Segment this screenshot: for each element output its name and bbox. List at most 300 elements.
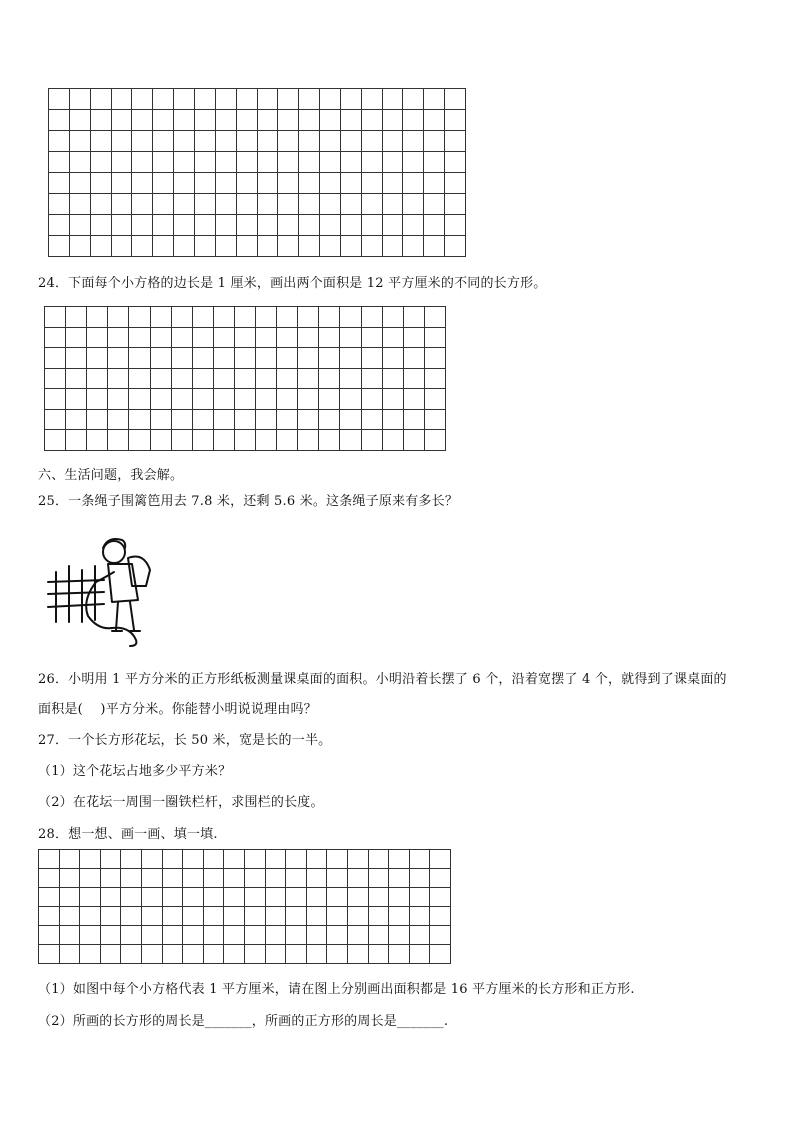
grid-cell [340, 430, 361, 451]
grid-cell [404, 307, 425, 328]
grid-cell [195, 110, 216, 131]
grid-cell [151, 389, 172, 410]
grid-cell [286, 945, 307, 964]
grid-cell [341, 110, 362, 131]
grid-cell [327, 926, 348, 945]
grid-cell [216, 110, 237, 131]
grid-cell [112, 131, 133, 152]
grid-cell [129, 430, 150, 451]
question-28-part-2: （2）所画的长方形的周长是_______，所画的正方形的周长是_______. [38, 1014, 449, 1029]
grid-cell [299, 152, 320, 173]
grid-cell [327, 907, 348, 926]
grid-cell [214, 410, 235, 431]
grid-cell [174, 194, 195, 215]
grid-cell [389, 850, 410, 869]
grid-cell [224, 945, 245, 964]
grid-cell [369, 945, 390, 964]
grid-cell [341, 131, 362, 152]
grid-cell [216, 152, 237, 173]
grid-cell [348, 869, 369, 888]
grid-cell [172, 369, 193, 390]
grid-cell [235, 369, 256, 390]
grid-cell [183, 907, 204, 926]
grid-cell [340, 389, 361, 410]
grid-cell [362, 348, 383, 369]
grid-cell [151, 348, 172, 369]
grid-cell [39, 926, 60, 945]
grid-cell [403, 110, 424, 131]
grid-cell [277, 369, 298, 390]
grid-cell [183, 869, 204, 888]
grid-cell [204, 926, 225, 945]
grid-cell [121, 907, 142, 926]
grid-cell [348, 850, 369, 869]
grid-cell [49, 131, 70, 152]
grid-cell [278, 131, 299, 152]
grid-cell [369, 926, 390, 945]
grid-cell [298, 348, 319, 369]
grid-cell [153, 194, 174, 215]
grid-cell [299, 110, 320, 131]
grid-cell [235, 410, 256, 431]
grid-cell [66, 348, 87, 369]
grid-cell [214, 307, 235, 328]
grid-cell [235, 430, 256, 451]
grid-cell [341, 236, 362, 257]
grid-cell [389, 945, 410, 964]
grid-cell [45, 369, 66, 390]
grid-cell [403, 194, 424, 215]
grid-cell [389, 926, 410, 945]
grid-cell [389, 888, 410, 907]
grid-cell [278, 89, 299, 110]
grid-cell [340, 328, 361, 349]
grid-cell [348, 907, 369, 926]
grid-cell [348, 945, 369, 964]
section-six-heading: 六、生活问题，我会解。 [38, 468, 184, 483]
grid-cell [224, 869, 245, 888]
grid-question-28 [38, 849, 451, 964]
grid-cell [383, 131, 404, 152]
grid-cell [340, 348, 361, 369]
grid-cell [235, 389, 256, 410]
grid-cell [108, 348, 129, 369]
grid-cell [216, 194, 237, 215]
grid-cell [258, 194, 279, 215]
grid-cell [45, 430, 66, 451]
grid-cell [445, 215, 466, 236]
grid-cell [266, 926, 287, 945]
grid-cell [256, 328, 277, 349]
grid-cell [369, 888, 390, 907]
grid-cell [193, 307, 214, 328]
grid-cell [319, 348, 340, 369]
grid-cell [245, 850, 266, 869]
grid-cell [172, 307, 193, 328]
grid-cell [172, 430, 193, 451]
grid-cell [383, 194, 404, 215]
grid-cell [424, 131, 445, 152]
grid-cell [193, 348, 214, 369]
grid-cell [278, 194, 299, 215]
grid-cell [60, 907, 81, 926]
grid-cell [195, 236, 216, 257]
grid-cell [383, 389, 404, 410]
grid-cell [39, 888, 60, 907]
grid-cell [299, 131, 320, 152]
grid-cell [425, 389, 446, 410]
grid-cell [80, 926, 101, 945]
grid-cell [340, 369, 361, 390]
grid-cell [214, 430, 235, 451]
grid-cell [121, 945, 142, 964]
grid-cell [45, 307, 66, 328]
grid-cell [153, 236, 174, 257]
grid-cell [320, 110, 341, 131]
grid-cell [258, 173, 279, 194]
grid-cell [142, 888, 163, 907]
grid-cell [307, 907, 328, 926]
grid-cell [286, 888, 307, 907]
grid-cell [49, 152, 70, 173]
grid-cell [91, 215, 112, 236]
grid-cell [362, 389, 383, 410]
grid-cell [299, 236, 320, 257]
grid-cell [183, 945, 204, 964]
grid-cell [403, 131, 424, 152]
grid-cell [193, 389, 214, 410]
grid-cell [49, 110, 70, 131]
grid-cell [383, 410, 404, 431]
grid-cell [362, 173, 383, 194]
grid-cell [70, 110, 91, 131]
grid-cell [424, 152, 445, 173]
grid-cell [362, 307, 383, 328]
grid-cell [66, 410, 87, 431]
grid-cell [172, 410, 193, 431]
grid-cell [404, 348, 425, 369]
grid-cell [87, 307, 108, 328]
grid-cell [112, 110, 133, 131]
grid-cell [129, 389, 150, 410]
grid-cell [204, 850, 225, 869]
grid-cell [193, 430, 214, 451]
grid-cell [258, 131, 279, 152]
grid-cell [307, 888, 328, 907]
grid-cell [403, 173, 424, 194]
grid-cell [256, 348, 277, 369]
grid-cell [80, 850, 101, 869]
grid-cell [121, 888, 142, 907]
grid-cell [153, 131, 174, 152]
grid-cell [108, 389, 129, 410]
grid-cell [341, 215, 362, 236]
grid-cell [424, 89, 445, 110]
grid-cell [430, 926, 451, 945]
grid-cell [39, 869, 60, 888]
grid-cell [49, 173, 70, 194]
grid-cell [410, 926, 431, 945]
grid-cell [445, 173, 466, 194]
grid-cell [319, 307, 340, 328]
grid-cell [214, 389, 235, 410]
grid-cell [424, 110, 445, 131]
grid-cell [87, 389, 108, 410]
grid-cell [369, 869, 390, 888]
grid-cell [45, 410, 66, 431]
grid-top [48, 88, 466, 257]
grid-cell [340, 307, 361, 328]
question-27-part-1: （1）这个花坛占地多少平方米？ [38, 764, 232, 779]
grid-cell [256, 369, 277, 390]
grid-cell [66, 389, 87, 410]
grid-cell [341, 89, 362, 110]
grid-cell [70, 89, 91, 110]
grid-cell [224, 888, 245, 907]
grid-cell [299, 194, 320, 215]
question-27: 27．一个长方形花坛，长 50 米，宽是长的一半。 [38, 733, 332, 748]
grid-cell [256, 307, 277, 328]
grid-cell [193, 410, 214, 431]
grid-cell [174, 215, 195, 236]
grid-cell [101, 945, 122, 964]
grid-cell [235, 348, 256, 369]
grid-cell [172, 389, 193, 410]
grid-cell [383, 236, 404, 257]
grid-cell [383, 215, 404, 236]
grid-cell [151, 369, 172, 390]
grid-cell [70, 131, 91, 152]
grid-cell [132, 173, 153, 194]
grid-cell [425, 328, 446, 349]
grid-cell [112, 194, 133, 215]
grid-cell [91, 110, 112, 131]
grid-cell [410, 907, 431, 926]
grid-cell [307, 869, 328, 888]
grid-cell [362, 131, 383, 152]
grid-cell [45, 348, 66, 369]
grid-cell [163, 850, 184, 869]
grid-cell [174, 89, 195, 110]
grid-cell [195, 131, 216, 152]
grid-cell [45, 328, 66, 349]
grid-cell [362, 152, 383, 173]
grid-cell [404, 430, 425, 451]
grid-cell [256, 430, 277, 451]
grid-cell [404, 328, 425, 349]
grid-cell [430, 850, 451, 869]
grid-cell [362, 430, 383, 451]
grid-cell [320, 173, 341, 194]
grid-cell [362, 194, 383, 215]
grid-cell [172, 328, 193, 349]
grid-cell [216, 173, 237, 194]
grid-cell [204, 907, 225, 926]
grid-cell [245, 888, 266, 907]
grid-cell [319, 389, 340, 410]
grid-cell [195, 89, 216, 110]
grid-cell [298, 369, 319, 390]
grid-cell [286, 926, 307, 945]
grid-cell [183, 850, 204, 869]
grid-cell [66, 430, 87, 451]
grid-cell [320, 152, 341, 173]
grid-cell [129, 348, 150, 369]
grid-cell [91, 152, 112, 173]
grid-cell [245, 945, 266, 964]
grid-cell [108, 307, 129, 328]
grid-cell [298, 430, 319, 451]
grid-cell [425, 410, 446, 431]
grid-cell [445, 194, 466, 215]
grid-cell [132, 89, 153, 110]
grid-cell [410, 888, 431, 907]
grid-cell [49, 215, 70, 236]
grid-cell [108, 369, 129, 390]
grid-cell [235, 307, 256, 328]
grid-cell [362, 410, 383, 431]
grid-cell [80, 945, 101, 964]
grid-cell [214, 328, 235, 349]
grid-cell [362, 369, 383, 390]
grid-cell [320, 215, 341, 236]
grid-cell [39, 850, 60, 869]
grid-cell [214, 348, 235, 369]
grid-cell [91, 236, 112, 257]
grid-cell [101, 926, 122, 945]
grid-cell [266, 945, 287, 964]
grid-cell [237, 89, 258, 110]
grid-cell [80, 869, 101, 888]
grid-cell [298, 410, 319, 431]
grid-cell [66, 307, 87, 328]
grid-question-24 [44, 306, 446, 451]
grid-cell [183, 888, 204, 907]
grid-cell [237, 110, 258, 131]
grid-cell [348, 926, 369, 945]
grid-cell [299, 89, 320, 110]
grid-cell [278, 215, 299, 236]
grid-cell [174, 173, 195, 194]
grid-cell [319, 328, 340, 349]
grid-cell [87, 369, 108, 390]
grid-cell [204, 945, 225, 964]
grid-cell [299, 173, 320, 194]
grid-cell [142, 945, 163, 964]
grid-cell [403, 152, 424, 173]
grid-cell [101, 869, 122, 888]
question-26-line-2: 面积是( )平方分米。你能替小明说说理由吗？ [38, 702, 317, 717]
grid-cell [319, 410, 340, 431]
grid-cell [70, 236, 91, 257]
grid-cell [266, 888, 287, 907]
grid-cell [224, 907, 245, 926]
grid-cell [425, 307, 446, 328]
grid-cell [132, 236, 153, 257]
grid-cell [45, 389, 66, 410]
grid-cell [341, 194, 362, 215]
grid-cell [87, 328, 108, 349]
grid-cell [60, 888, 81, 907]
grid-cell [319, 369, 340, 390]
grid-cell [195, 152, 216, 173]
grid-cell [151, 328, 172, 349]
grid-cell [193, 369, 214, 390]
grid-cell [245, 869, 266, 888]
grid-cell [362, 215, 383, 236]
grid-cell [66, 369, 87, 390]
question-25: 25．一条绳子围篱笆用去 7.8 米，还剩 5.6 米。这条绳子原来有多长？ [38, 494, 459, 509]
grid-cell [153, 110, 174, 131]
grid-cell [153, 152, 174, 173]
grid-cell [224, 850, 245, 869]
grid-cell [278, 236, 299, 257]
grid-cell [121, 869, 142, 888]
grid-cell [430, 907, 451, 926]
grid-cell [278, 152, 299, 173]
grid-cell [163, 907, 184, 926]
grid-cell [129, 307, 150, 328]
grid-cell [320, 194, 341, 215]
grid-cell [91, 89, 112, 110]
grid-cell [258, 110, 279, 131]
grid-cell [389, 907, 410, 926]
grid-cell [320, 131, 341, 152]
grid-cell [142, 907, 163, 926]
grid-cell [320, 89, 341, 110]
grid-cell [174, 131, 195, 152]
grid-cell [277, 328, 298, 349]
grid-cell [142, 850, 163, 869]
grid-cell [101, 907, 122, 926]
grid-cell [277, 430, 298, 451]
grid-cell [70, 152, 91, 173]
grid-cell [278, 110, 299, 131]
grid-cell [298, 307, 319, 328]
grid-cell [39, 945, 60, 964]
grid-cell [70, 194, 91, 215]
grid-cell [383, 307, 404, 328]
grid-cell [383, 430, 404, 451]
grid-cell [195, 194, 216, 215]
grid-cell [132, 152, 153, 173]
grid-cell [151, 410, 172, 431]
grid-cell [151, 307, 172, 328]
grid-cell [60, 869, 81, 888]
grid-cell [445, 131, 466, 152]
grid-cell [49, 89, 70, 110]
grid-cell [49, 236, 70, 257]
grid-cell [235, 328, 256, 349]
grid-cell [340, 410, 361, 431]
grid-cell [383, 369, 404, 390]
grid-cell [445, 236, 466, 257]
grid-cell [121, 850, 142, 869]
grid-cell [60, 945, 81, 964]
grid-cell [266, 850, 287, 869]
grid-cell [286, 869, 307, 888]
grid-cell [237, 131, 258, 152]
grid-cell [430, 945, 451, 964]
grid-cell [70, 173, 91, 194]
question-24: 24．下面每个小方格的边长是 1 厘米，画出两个面积是 12 平方厘米的不同的长方形。 [38, 276, 547, 291]
grid-cell [404, 410, 425, 431]
grid-cell [87, 348, 108, 369]
grid-cell [369, 850, 390, 869]
grid-cell [39, 907, 60, 926]
grid-cell [108, 430, 129, 451]
grid-cell [348, 888, 369, 907]
